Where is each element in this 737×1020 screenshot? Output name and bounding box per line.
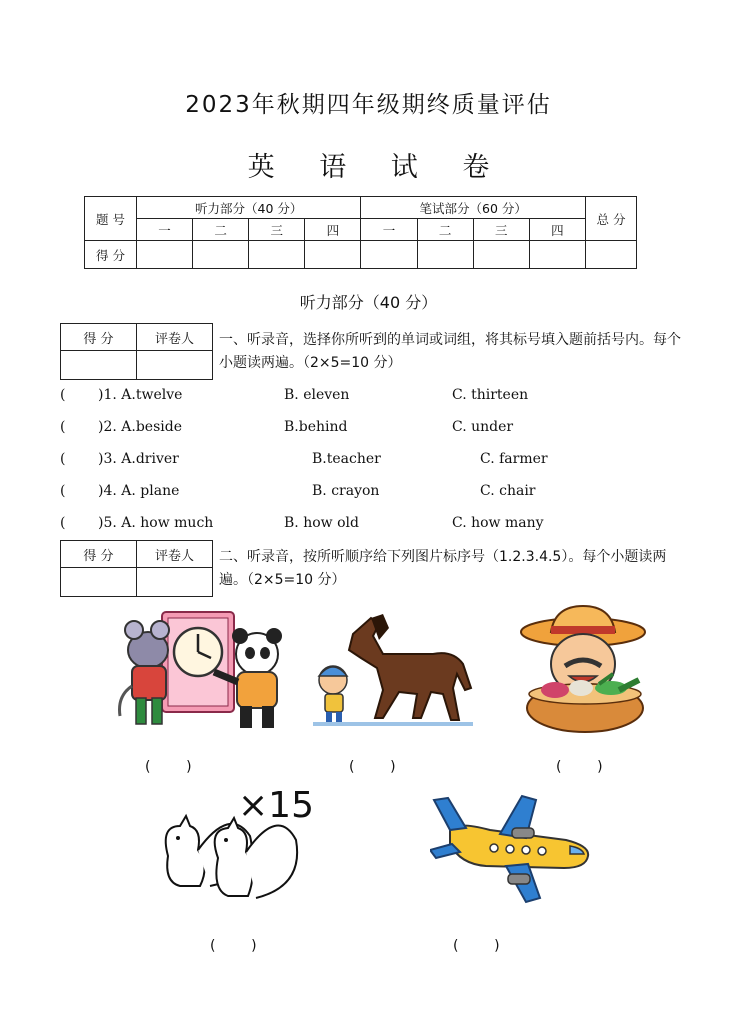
numeral-cell: 一: [361, 219, 417, 241]
option-c: C. farmer: [480, 451, 548, 467]
numeral-cell: 二: [193, 219, 249, 241]
airplane-picture: [430, 790, 592, 906]
total-cell: 总 分: [586, 197, 637, 241]
answer-paren[interactable]: (: [60, 515, 66, 531]
option-a: )5. A. how much: [98, 515, 214, 531]
option-a: )1. A.twelve: [98, 387, 183, 403]
picture-answer-blank[interactable]: ( ): [453, 938, 500, 954]
grader-name-label: 评卷人: [137, 324, 213, 351]
clock-animals-picture: [112, 606, 292, 736]
picture-answer-blank[interactable]: ( ): [556, 759, 603, 775]
numeral-cell: 四: [529, 219, 585, 241]
question-row: [60, 419, 700, 439]
score-input-cell[interactable]: [249, 241, 305, 269]
numeral-cell: 三: [473, 219, 529, 241]
grader-name-input[interactable]: [137, 351, 213, 380]
question-row: [60, 515, 700, 535]
grader-box-2: [60, 540, 213, 597]
score-input-cell[interactable]: [473, 241, 529, 269]
option-c: C. under: [452, 419, 514, 435]
part2-instruction: 二、听录音，按所听顺序给下列图片标序号（1.2.3.4.5）。每个小题读两遍。（2×5=10 分）: [219, 549, 667, 588]
grader-score-label: 得 分: [61, 324, 137, 351]
score-table: [84, 196, 637, 269]
question-row: [60, 387, 700, 407]
farmer-picture: [515, 604, 655, 740]
numeral-cell: 三: [249, 219, 305, 241]
question-row: [60, 483, 700, 503]
grader-score-input[interactable]: [61, 568, 137, 597]
picture-answer-blank[interactable]: ( ): [145, 759, 192, 775]
option-a: )4. A. plane: [98, 483, 180, 499]
option-b: B. how old: [284, 515, 359, 531]
score-input-cell[interactable]: [361, 241, 417, 269]
listening-header: 听力部分（40 分）: [137, 197, 361, 219]
part1-instruction: 一、听录音，选择你所听到的单词或词组，将其标号填入题前括号内。每个小题读两遍。（2×5=10 分）: [219, 332, 681, 371]
boy-horse-picture: [313, 614, 483, 730]
option-c: C. thirteen: [452, 387, 529, 403]
score-input-cell[interactable]: [529, 241, 585, 269]
answer-paren[interactable]: (: [60, 483, 66, 499]
score-input-cell[interactable]: [305, 241, 361, 269]
numeral-cell: 一: [137, 219, 193, 241]
writing-header: 笔试部分（60 分）: [361, 197, 586, 219]
option-b: B.behind: [284, 419, 348, 435]
option-c: C. chair: [480, 483, 536, 499]
section-title: 听力部分（40 分）: [299, 293, 438, 312]
grader-name-input[interactable]: [137, 568, 213, 597]
answer-paren[interactable]: (: [60, 387, 66, 403]
option-b: B. eleven: [284, 387, 350, 403]
answer-paren[interactable]: (: [60, 451, 66, 467]
score-input-cell[interactable]: [193, 241, 249, 269]
page-title: 2023年秋期四年级期终质量评估: [185, 92, 552, 118]
option-a: )3. A.driver: [98, 451, 179, 467]
exam-subtitle: 英 语 试 卷: [247, 152, 508, 183]
numeral-cell: 四: [305, 219, 361, 241]
option-b: B. crayon: [312, 483, 380, 499]
grader-name-label: 评卷人: [137, 541, 213, 568]
grader-score-input[interactable]: [61, 351, 137, 380]
picture-answer-blank[interactable]: ( ): [349, 759, 396, 775]
score-input-cell[interactable]: [417, 241, 473, 269]
score-input-cell[interactable]: [137, 241, 193, 269]
option-a: )2. A.beside: [98, 419, 182, 435]
defen-cell: 得 分: [85, 241, 137, 269]
answer-paren[interactable]: (: [60, 419, 66, 435]
squirrel-count-label: ×15: [238, 785, 314, 826]
option-b: B.teacher: [312, 451, 381, 467]
question-row: [60, 451, 700, 471]
picture-answer-blank[interactable]: ( ): [210, 938, 257, 954]
option-c: C. how many: [452, 515, 544, 531]
total-input-cell[interactable]: [586, 241, 637, 269]
grader-score-label: 得 分: [61, 541, 137, 568]
tihao-cell: 题 号: [85, 197, 137, 241]
numeral-cell: 二: [417, 219, 473, 241]
grader-box-1: [60, 323, 213, 380]
